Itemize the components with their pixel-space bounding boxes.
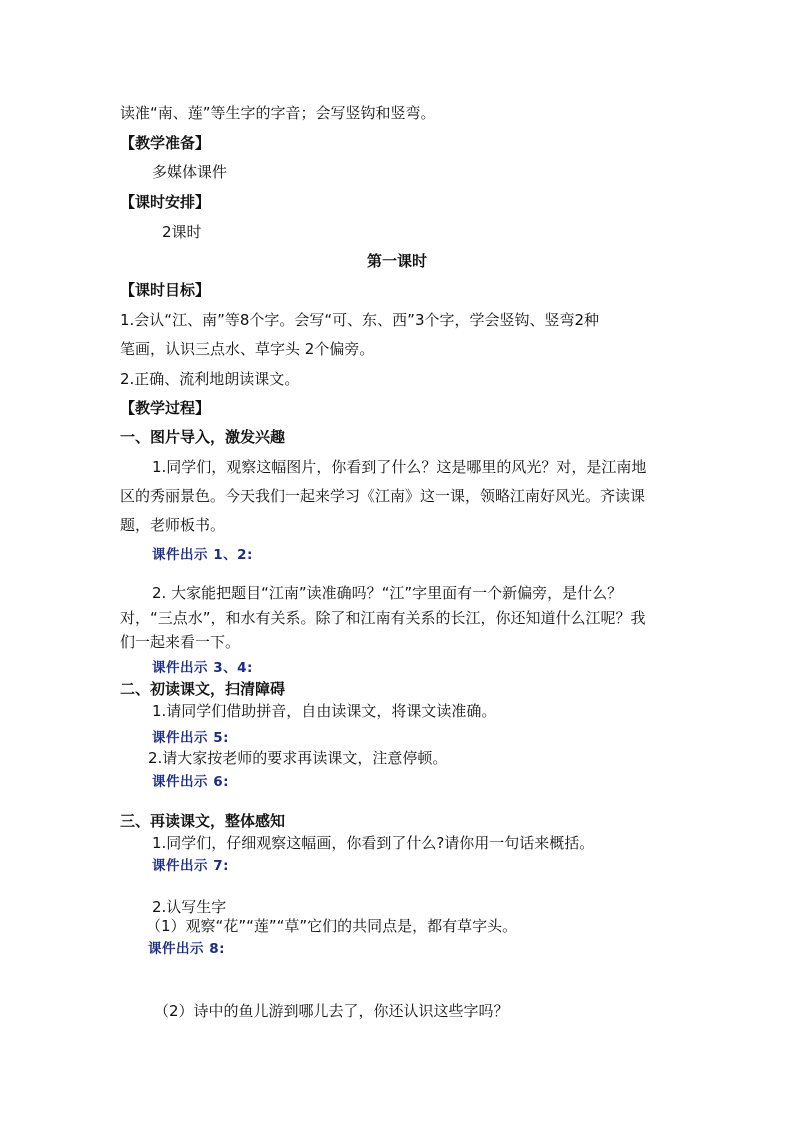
section-heading-preparation: 【教学准备】 (120, 134, 211, 152)
courseware-note: 课件出示 8: (148, 941, 225, 957)
paragraph-line: 1.请同学们借助拼音，自由读课文，将课文读准确。 (152, 702, 497, 720)
courseware-note: 课件出示 3、4: (152, 660, 253, 676)
preparation-text: 多媒体课件 (152, 163, 228, 181)
paragraph-line: 们一起来看一下。 (120, 633, 241, 651)
step-heading-2: 二、初读课文，扫清障碍 (120, 680, 286, 698)
paragraph-line: 1.同学们，观察这幅图片，你看到了什么？这是哪里的风光？对，是江南地 (152, 458, 647, 476)
courseware-note: 课件出示 1、2: (152, 547, 253, 563)
step-heading-3: 三、再读课文，整体感知 (120, 812, 286, 830)
paragraph-line: （1）观察“花”“莲”“草”它们的共同点是，都有草字头。 (146, 917, 518, 935)
section-heading-process: 【教学过程】 (120, 399, 211, 417)
paragraph-line: 1.同学们，仔细观察这幅画，你看到了什么?请你用一句话来概括。 (152, 834, 595, 852)
step-heading-1: 一、图片导入，激发兴趣 (120, 428, 286, 446)
paragraph-line: 2. 大家能把题目“江南”读准确吗？“江”字里面有一个新偏旁，是什么？ (152, 584, 623, 602)
section-heading-schedule: 【课时安排】 (120, 193, 211, 211)
lesson-title: 第一课时 (366, 252, 427, 270)
goal-line: 笔画，认识三点水、草字头 2个偏旁。 (120, 340, 375, 358)
courseware-note: 课件出示 6: (152, 774, 229, 790)
paragraph-line: 对，“三点水”，和水有关系。除了和江南有关系的长江，你还知道什么江呢？我 (120, 609, 646, 627)
paragraph-line: 2.请大家按老师的要求再读课文，注意停顿。 (148, 749, 448, 767)
goal-line: 2.正确、流利地朗读课文。 (120, 370, 300, 388)
intro-line: 读准“南、莲”等生字的字音；会写竖钩和竖弯。 (120, 104, 436, 122)
schedule-text: 2课时 (162, 223, 202, 241)
courseware-note: 课件出示 7: (152, 858, 229, 874)
section-heading-goals: 【课时目标】 (120, 281, 211, 299)
paragraph-line: （2）诗中的鱼儿游到哪儿去了，你还认识这些字吗？ (154, 1002, 509, 1020)
goal-line: 1.会认“江、南”等8个字。会写“可、东、西”3个字，学会竖钩、竖弯2种 (120, 311, 600, 329)
paragraph-line: 题，老师板书。 (120, 516, 226, 534)
paragraph-line: 2.认写生字 (152, 898, 227, 916)
courseware-note: 课件出示 5: (152, 730, 229, 746)
paragraph-line: 区的秀丽景色。今天我们一起来学习《江南》这一课，领略江南好风光。齐读课 (120, 487, 646, 505)
